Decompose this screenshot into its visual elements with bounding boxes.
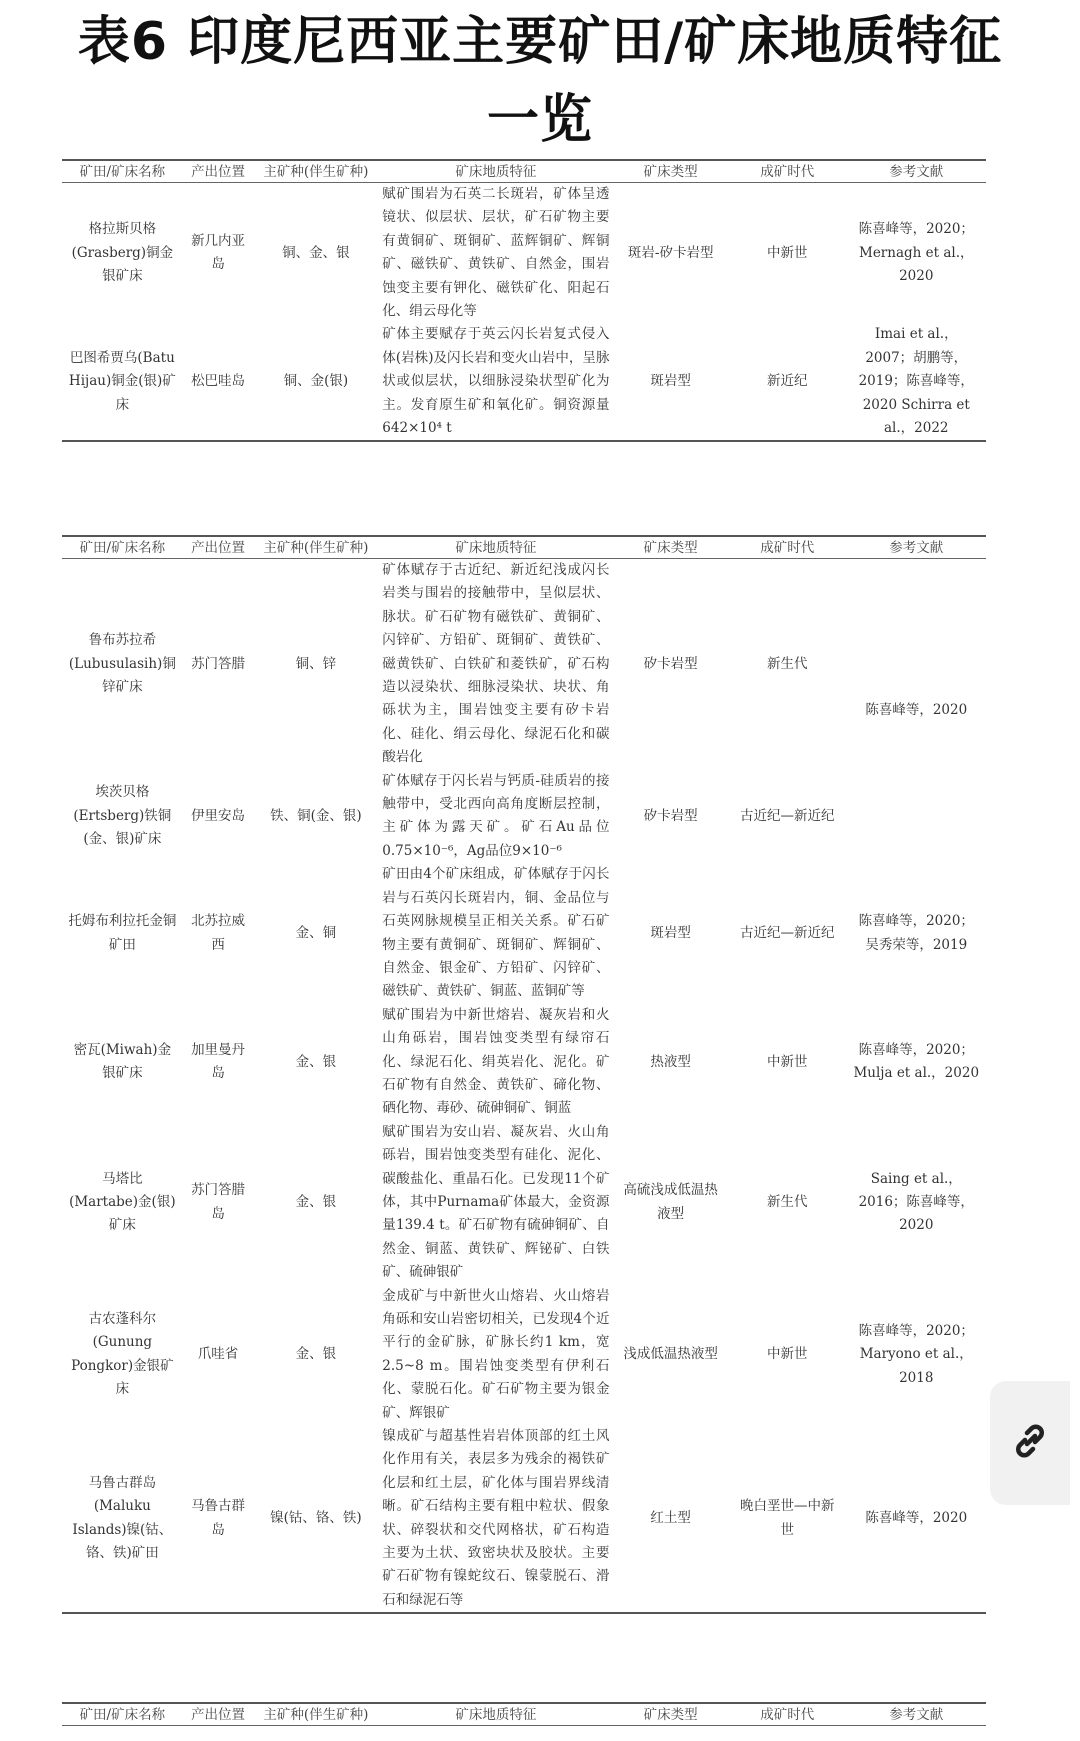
deposit-type: 斑岩型	[613, 323, 727, 441]
deposit-era: 新生代	[766, 1193, 808, 1210]
header-type: 矿床类型	[613, 160, 727, 183]
deposit-era: 新生代	[766, 655, 808, 672]
table-row	[62, 559, 986, 770]
header-features: 矿床地质特征	[378, 1703, 613, 1726]
deposit-era: 古近纪—新近纪	[739, 807, 835, 824]
deposit-features: 矿体主要赋存于英云闪长岩复式侵入体(岩株)及闪长岩和变火山岩中，呈脉状或似层状，以细脉浸染状型矿化为主。发育原生矿和氧化矿。铜资源量642×10⁴ t	[378, 323, 613, 441]
deposit-location: 加里曼丹岛	[191, 1041, 246, 1082]
title-line-2: 一览	[486, 90, 593, 150]
table-row	[62, 1004, 986, 1121]
deposit-type: 矽卡岩型	[643, 655, 698, 672]
deposit-name: 马鲁古群岛(Maluku Islands)镍(钴、铬、铁)矿田	[62, 1425, 183, 1613]
deposit-name: 古农蓬科尔(Gunung Pongkor)金银矿床	[71, 1311, 174, 1398]
copy-link-button[interactable]	[990, 1381, 1070, 1505]
deposit-name: 马塔比(Martabe)金(银)矿床	[69, 1170, 176, 1234]
deposit-minerals: 金、银	[295, 1346, 337, 1363]
deposit-minerals: 镍(钴、铬、铁)	[253, 1425, 378, 1613]
deposit-minerals: 铜、金、银	[282, 244, 350, 261]
header-name: 矿田/矿床名称	[62, 160, 183, 183]
header-type: 矿床类型	[613, 1703, 727, 1726]
deposit-minerals: 金、铜	[295, 924, 337, 941]
deposit-features: 矿体赋存于闪长岩与钙质-硅质岩的接触带中，受北西向高角度断层控制，主矿体为露天矿。矿石Au品位0.75×10⁻⁶，Ag品位9×10⁻⁶	[382, 772, 610, 859]
header-era: 成矿时代	[728, 1703, 847, 1726]
deposit-features: 赋矿围岩为石英二长斑岩，矿体呈透镜状、似层状、层状，矿石矿物主要有黄铜矿、斑铜矿、蓝辉铜矿、辉铜矿、磁铁矿、黄铁矿、自然金，围岩蚀变主要有钾化、磁铁矿化、阳起石化、绢云母化等	[382, 186, 610, 320]
deposit-ref: 陈喜峰等，2020；吴秀荣等，2019	[858, 913, 974, 953]
title-line-1: 表6 印度尼西亚主要矿田/矿床地质特征	[77, 12, 1003, 72]
deposit-location: 苏门答腊	[191, 655, 246, 672]
header-location: 产出位置	[183, 160, 254, 183]
deposit-features: 金成矿与中新世火山熔岩、火山熔岩角砾和安山岩密切相关，已发现4个近平行的金矿脉，矿脉长约1 km，宽2.5~8 m。围岩蚀变类型有伊利石化、蒙脱石化。矿石矿物主要为银金矿、辉银矿	[382, 1287, 610, 1421]
table-header-row	[62, 536, 986, 559]
header-name: 矿田/矿床名称	[62, 1703, 183, 1726]
header-ref: 参考文献	[847, 1703, 986, 1726]
deposit-name: 格拉斯贝格(Grasberg)铜金银矿床	[71, 221, 174, 284]
link-icon	[1008, 1419, 1052, 1467]
header-ref: 参考文献	[847, 160, 986, 183]
deposit-location: 苏门答腊岛	[191, 1182, 246, 1222]
deposit-location: 伊里安岛	[191, 807, 246, 824]
header-type: 矿床类型	[613, 536, 727, 559]
deposit-name: 密瓦(Miwah)金银矿床	[73, 1041, 172, 1082]
deposit-location: 北苏拉威西	[191, 913, 246, 953]
deposit-ref: 陈喜峰等，2020；Maryono et al.，2018	[858, 1322, 974, 1386]
deposit-type: 热液型	[650, 1053, 691, 1070]
table-header-row	[62, 160, 986, 183]
deposit-location: 马鲁古群岛	[183, 1425, 254, 1613]
table-row	[62, 1121, 986, 1285]
deposit-minerals: 铜、金(银)	[253, 323, 378, 441]
deposit-type: 红土型	[613, 1425, 727, 1613]
table-row	[62, 863, 986, 1003]
deposit-type: 矽卡岩型	[643, 807, 698, 824]
deposit-minerals: 金、银	[295, 1053, 337, 1070]
deposit-ref: 陈喜峰等，2020；Mulja et al.，2020	[853, 1041, 980, 1082]
deposit-ref: 陈喜峰等，2020；Mernagh et al.，2020	[858, 221, 974, 284]
table-part-1	[62, 159, 986, 442]
deposit-era: 古近纪—新近纪	[739, 924, 835, 941]
header-features: 矿床地质特征	[378, 536, 613, 559]
deposit-ref: Saing et al.，2016；陈喜峰等，2020	[858, 1170, 974, 1234]
deposit-location: 新几内亚岛	[191, 232, 246, 273]
deposit-era: 中新世	[766, 1346, 808, 1363]
deposit-features: 赋矿围岩为安山岩、凝灰岩、火山角砾岩，围岩蚀变类型有硅化、泥化、碳酸盐化、重晶石化。已发现11个矿体，其中Purnama矿体最大，金资源量139.4 t。矿石矿物有硫砷铜矿、自然金、铜蓝、黄铁矿、辉铋矿、白铁矿、硫砷银矿	[382, 1123, 610, 1281]
deposit-era: 新近纪	[728, 323, 847, 441]
deposit-type: 斑岩-矽卡岩型	[627, 244, 714, 261]
header-location: 产出位置	[183, 1703, 254, 1726]
deposit-location: 爪哇省	[197, 1346, 239, 1363]
deposit-era: 晚白垩世—中新世	[728, 1425, 847, 1613]
deposit-ref: 陈喜峰等，2020	[865, 702, 968, 719]
header-era: 成矿时代	[728, 536, 847, 559]
deposit-features: 赋矿围岩为中新世熔岩、凝灰岩和火山角砾岩，围岩蚀变类型有绿帘石化、绿泥石化、绢英岩化、泥化。矿石矿物有自然金、黄铁矿、碲化物、硒化物、毒砂、硫砷铜矿、铜蓝	[382, 1006, 610, 1117]
table-header-row	[62, 1703, 986, 1726]
deposit-ref: Imai et al.，2007；胡鹏等，2019；陈喜峰等，2020 Schirra et al.，2022	[847, 323, 986, 441]
table-title	[0, 0, 1080, 158]
header-name: 矿田/矿床名称	[62, 536, 183, 559]
deposit-era: 中新世	[766, 1053, 808, 1070]
deposit-features: 镍成矿与超基性岩岩体顶部的红土风化作用有关，表层多为残余的褐铁矿化层和红土层，矿化体与围岩界线清晰。矿石结构主要有粗中粒状、假象状、碎裂状和交代网格状，矿石构造主要为土状、致密块状及胶状。主要矿石矿物有镍蛇纹石、镍蒙脱石、滑石和绿泥石等	[378, 1425, 613, 1613]
deposit-name: 埃茨贝格(Ertsberg)铁铜(金、银)矿床	[73, 784, 172, 848]
header-minerals: 主矿种(伴生矿种)	[253, 160, 378, 183]
table-row	[62, 323, 986, 441]
deposit-features: 矿体赋存于古近纪、新近纪浅成闪长岩类与围岩的接触带中，呈似层状、脉状。矿石矿物有磁铁矿、黄铜矿、闪锌矿、方铅矿、斑铜矿、黄铁矿、磁黄铁矿、白铁矿和菱铁矿，矿石构造以浸染状、细脉浸染状、块状、角砾状为主，围岩蚀变主要有矽卡岩化、硅化、绢云母化、绿泥石化和碳酸岩化	[382, 562, 610, 766]
deposit-era: 中新世	[766, 244, 808, 261]
header-location: 产出位置	[183, 536, 254, 559]
deposit-name: 鲁布苏拉希(Lubusulasih)铜锌矿床	[68, 632, 176, 696]
deposit-features: 矿田由4个矿床组成，矿体赋存于闪长岩与石英闪长斑岩内，铜、金品位与石英网脉规模呈正相关关系。矿石矿物主要有黄铜矿、斑铜矿、辉铜矿、自然金、银金矿、方铅矿、闪锌矿、磁铁矿、黄铁矿、铜蓝、蓝铜矿等	[382, 866, 610, 1000]
deposit-type: 高硫浅成低温热液型	[623, 1182, 718, 1222]
deposit-location: 松巴哇岛	[183, 323, 254, 441]
table-row	[62, 1285, 986, 1425]
deposit-type: 浅成低温热液型	[623, 1346, 718, 1363]
table-part-2	[62, 535, 986, 1614]
header-features: 矿床地质特征	[378, 160, 613, 183]
table-row	[62, 1425, 986, 1613]
deposit-minerals: 铜、锌	[295, 655, 337, 672]
header-minerals: 主矿种(伴生矿种)	[253, 1703, 378, 1726]
table-part-3-header	[62, 1702, 986, 1726]
deposit-minerals: 金、银	[295, 1193, 337, 1210]
deposit-ref: 陈喜峰等，2020	[847, 1425, 986, 1613]
header-era: 成矿时代	[728, 160, 847, 183]
deposit-name: 巴图希贾乌(Batu Hijau)铜金(银)矿床	[62, 323, 183, 441]
deposit-type: 斑岩型	[650, 924, 691, 941]
header-ref: 参考文献	[847, 536, 986, 559]
deposit-name: 托姆布利拉托金铜矿田	[68, 913, 177, 953]
header-minerals: 主矿种(伴生矿种)	[253, 536, 378, 559]
deposit-minerals: 铁、铜(金、银)	[270, 807, 362, 824]
table-row	[62, 183, 986, 324]
